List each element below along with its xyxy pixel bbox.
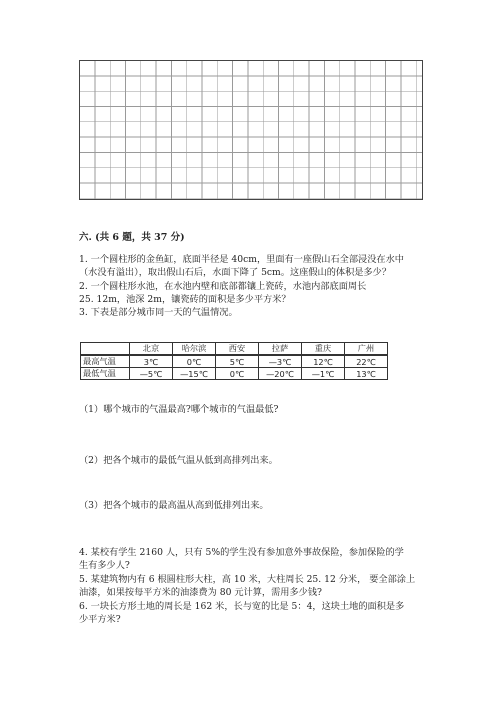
row-label: 最低气温 xyxy=(81,368,130,380)
question-3-part-1: （1）哪个城市的气温最高?哪个城市的气温最低? xyxy=(79,404,279,415)
question-3-part-3: （3）把各个城市的最高温从高到低排列出来。 xyxy=(79,500,269,511)
table-header-row xyxy=(81,343,388,356)
table-cell: 0℃ xyxy=(216,368,259,380)
answer-grid xyxy=(79,60,423,200)
table-row xyxy=(81,355,388,368)
table-cell: —15℃ xyxy=(173,368,216,380)
column-header: 拉萨 xyxy=(259,343,302,356)
question-2-line-1: 2. 一个圆柱形水池，在水池内壁和底部都镶上瓷砖，水池内部底面周长 xyxy=(79,281,367,292)
column-header: 哈尔滨 xyxy=(173,343,216,356)
table-cell: 12℃ xyxy=(302,355,345,368)
table-cell: —3℃ xyxy=(259,355,302,368)
question-6-line-2: 少平方米? xyxy=(79,614,121,625)
question-4-line-1: 4. 某校有学生 2160 人，只有 5%的学生没有参加意外事故保险，参加保险的学 xyxy=(79,547,404,558)
table-cell: 3℃ xyxy=(130,355,173,368)
question-1-line-1: 1. 一个圆柱形的金鱼缸，底面半径是 40cm，里面有一座假山石全部浸没在水中 xyxy=(79,254,404,265)
question-6-line-1: 6. 一块长方形土地的周长是 162 米，长与宽的比是 5：4，这块土地的面积是多 xyxy=(79,601,405,612)
table-cell: 13℃ xyxy=(345,368,388,380)
question-5-line-2: 油漆，如果按每平方米的油漆费为 80 元计算，需用多少钱? xyxy=(79,587,322,598)
row-label: 最高气温 xyxy=(81,355,130,368)
question-4-line-2: 生有多少人? xyxy=(79,560,130,571)
table-corner-cell xyxy=(81,343,130,356)
table-cell: 0℃ xyxy=(173,355,216,368)
table-cell: —1℃ xyxy=(302,368,345,380)
question-1-line-2: （水没有溢出），取出假山石后，水面下降了 5cm。这座假山的体积是多少？ xyxy=(79,267,392,278)
question-2-line-2: 25. 12m，池深 2m，镶瓷砖的面积是多少平方米？ xyxy=(79,294,291,305)
table-cell: —20℃ xyxy=(259,368,302,380)
column-header: 广州 xyxy=(345,343,388,356)
question-5-line-1: 5. 某建筑物内有 6 根圆柱形大柱，高 10 米，大柱周长 25. 12 分米， 要全部涂上 xyxy=(79,574,416,585)
table-cell: —5℃ xyxy=(130,368,173,380)
temperature-table xyxy=(80,342,388,380)
column-header: 西安 xyxy=(216,343,259,356)
section-title: 六. (共 6 题，共 37 分) xyxy=(79,232,185,243)
question-3-part-2: （2）把各个城市的最低气温从低到高排列出来。 xyxy=(79,455,278,466)
table-cell: 5℃ xyxy=(216,355,259,368)
column-header: 北京 xyxy=(130,343,173,356)
question-3-intro: 3. 下表是部分城市同一天的气温情况。 xyxy=(79,307,238,318)
table-row xyxy=(81,368,388,380)
column-header: 重庆 xyxy=(302,343,345,356)
table-cell: 22℃ xyxy=(345,355,388,368)
